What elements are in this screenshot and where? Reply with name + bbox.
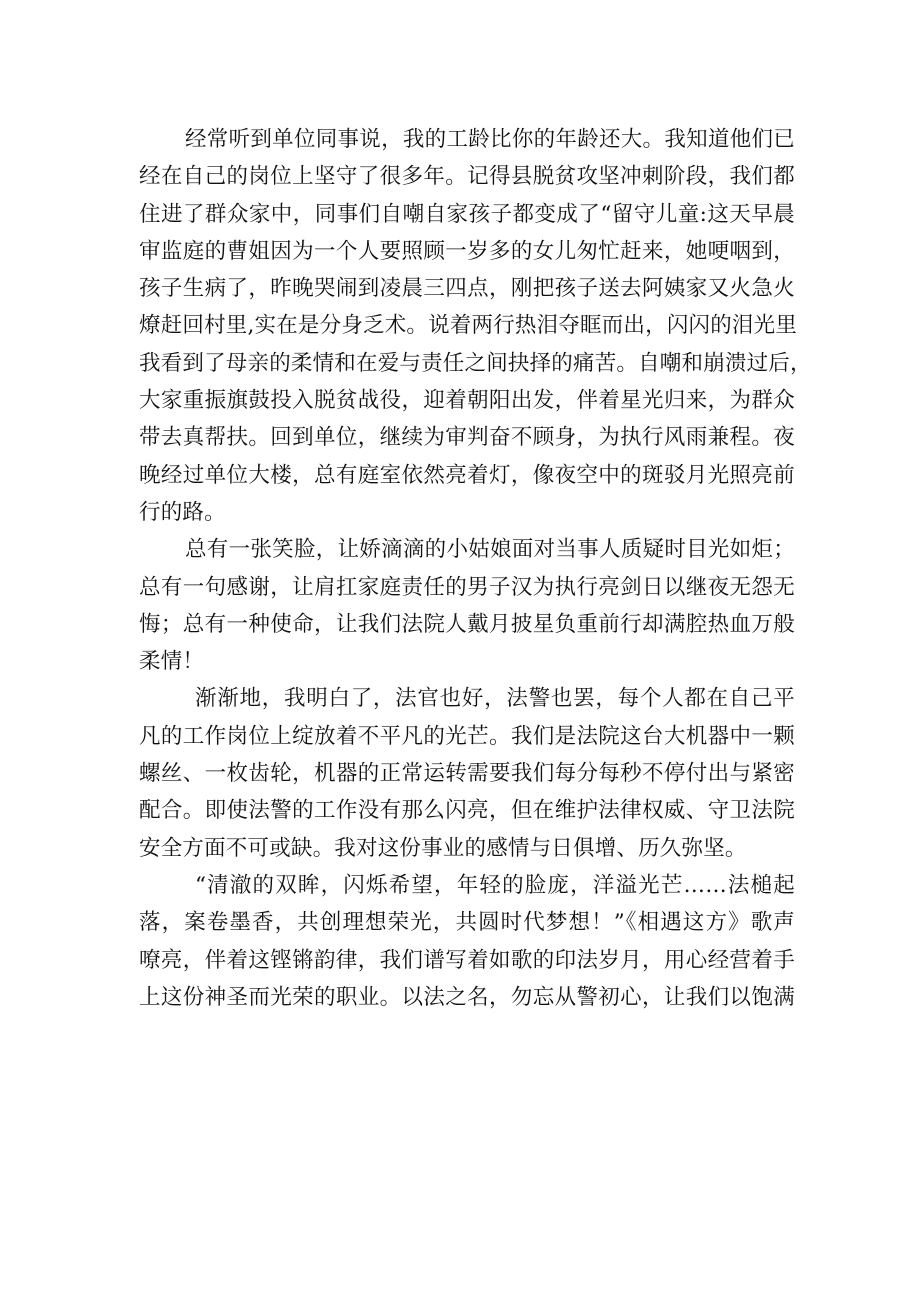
text-line: 行的路。 <box>139 499 226 525</box>
document-body <box>139 121 812 1016</box>
text-line: 总有一句感谢，让肩扛家庭责任的男子汉为执行亮剑日以继夜无怨无 <box>139 574 795 600</box>
text-line: 孩子生病了，昨晚哭闹到凌晨三四点，刚把孩子送去阿姨家又火急火 <box>139 276 795 302</box>
text-line: 大家重振旗鼓投入脱贫战役，迎着朝阳出发，伴着星光归来，为群众 <box>139 388 795 414</box>
text-line: 经在自己的岗位上坚守了很多年。记得县脱贫攻坚冲刺阶段，我们都 <box>139 164 795 190</box>
text-line: 审监庭的曹姐因为一个人要照顾一岁多的女儿匆忙赶来，她哽咽到， <box>139 238 795 264</box>
text-line: 柔情！ <box>139 649 205 675</box>
text-line: 燎赶回村里,实在是分身乏术。说着两行热泪夺眶而出，闪闪的泪光里 <box>139 313 798 339</box>
paragraph-2 <box>139 531 795 680</box>
text-line: 落，案卷墨香，共创理想荣光，共圆时代梦想！”《相遇这方》歌声 <box>139 910 795 936</box>
text-line: 渐渐地，我明白了，法官也好，法警也罢，每个人都在自己平 <box>195 686 795 712</box>
text-line: 经常听到单位同事说，我的工龄比你的年龄还大。我知道他们已 <box>185 127 795 152</box>
text-line: 配合。即使法警的工作没有那么闪亮，但在维护法律权威、守卫法院 <box>139 798 795 824</box>
text-line: 带去真帮扶。回到单位，继续为审判奋不顾身，为执行风雨兼程。夜 <box>139 425 795 451</box>
paragraph-3 <box>139 680 795 866</box>
text-line: 安全方面不可或缺。我对这份事业的感情与日俱增、历久弥坚。 <box>139 835 747 861</box>
text-line: 螺丝、一枚齿轮，机器的正常运转需要我们每分每秒不停付出与紧密 <box>139 761 795 787</box>
text-line: 晚经过单位大楼，总有庭室依然亮着灯，像夜空中的斑驳月光照亮前 <box>139 462 795 488</box>
text-line: 悔；总有一种使命，让我们法院人戴月披星负重前行却满腔热血万般 <box>139 611 795 637</box>
text-line: 住进了群众家中，同事们自嘲自家孩子都变成了“留守儿童:这天早晨 <box>139 201 795 227</box>
text-line: 我看到了母亲的柔情和在爱与责任之间抉择的痛苦。自嘲和崩溃过后， <box>139 350 812 376</box>
text-line: 嘹亮，伴着这铿锵韵律，我们谱写着如歌的印法岁月，用心经营着手 <box>139 947 795 973</box>
text-line: 总有一张笑脸，让娇滴滴的小姑娘面对当事人质疑时目光如炬； <box>185 537 795 563</box>
text-line: “清澈的双眸，闪烁希望，年轻的脸庞，洋溢光芒……法槌起 <box>195 872 795 898</box>
paragraph-4 <box>139 867 795 1016</box>
paragraph-1 <box>139 121 812 531</box>
text-line: 凡的工作岗位上绽放着不平凡的光芒。我们是法院这台大机器中一颗 <box>139 723 795 749</box>
text-line: 上这份神圣而光荣的职业。以法之名，勿忘从警初心，让我们以饱满 <box>139 984 795 1010</box>
